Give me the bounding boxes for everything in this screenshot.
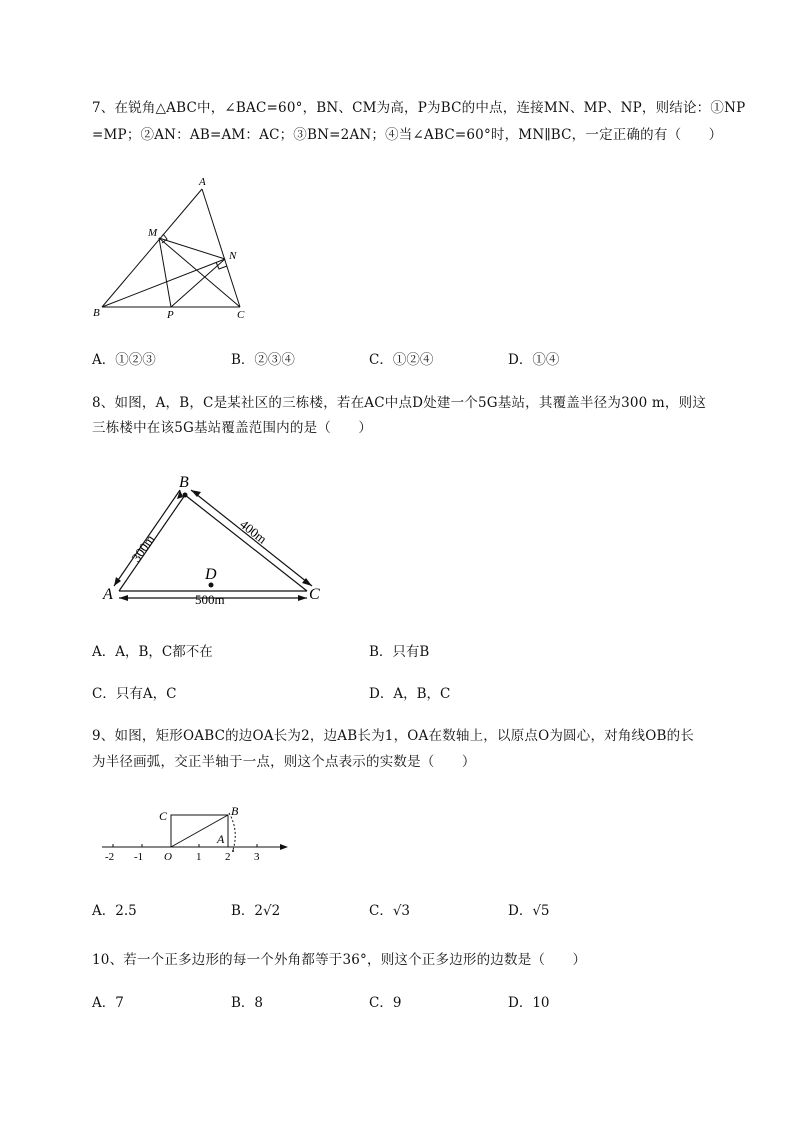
q8-stem-line1: 8、如图，A，B，C是某社区的三栋楼，若在AC中点D处建一个5G基站，其覆盖半径为300 m，则这 — [92, 395, 707, 411]
q7-triangle-figure — [90, 170, 260, 320]
q7-option-d[interactable]: D．①④ — [508, 352, 560, 368]
q8-label-400m: 400m — [237, 516, 270, 547]
q8-option-d[interactable]: D．A，B，C — [369, 686, 451, 702]
q7-stem-line1: 7、在锐角△ABC中，∠BAC=60°，BN、CM为高，P为BC的中点，连接MN、MP、NP，则结论：①NP — [92, 100, 746, 116]
q9-tick-neg2: -2 — [105, 851, 115, 863]
q9-stem-line2: 为半径画弧，交正半轴于一点，则这个点表示的实数是（ ） — [92, 754, 476, 770]
q10-option-a[interactable]: A．7 — [92, 995, 124, 1011]
q9-label-C: C — [159, 809, 168, 823]
q8-label-D: D — [205, 566, 217, 583]
q8-option-c[interactable]: C．只有A，C — [92, 686, 177, 702]
q8-label-300m: 300m — [128, 531, 158, 565]
q9-tick-origin: O — [164, 851, 172, 863]
q8-option-b[interactable]: B．只有B — [369, 644, 430, 660]
q10-stem-line1: 10、若一个正多边形的每一个外角都等于36°，则这个正多边形的边数是（ ） — [92, 952, 587, 968]
q8-stem-line2: 三栋楼中在该5G基站覆盖范围内的是（ ） — [92, 420, 373, 436]
q10-option-d[interactable]: D．10 — [508, 995, 550, 1011]
q8-option-a[interactable]: A．A，B，C都不在 — [92, 644, 213, 660]
q7-label-M: M — [148, 227, 158, 239]
q10-option-c[interactable]: C．9 — [369, 995, 402, 1011]
q7-label-A: A — [199, 176, 206, 188]
q9-option-c[interactable]: C．√3 — [369, 903, 411, 919]
q9-stem-line1: 9、如图，矩形OABC的边OA长为2，边AB长为1，OA在数轴上，以原点O为圆心，对角线OB的长 — [92, 728, 695, 744]
q9-number-line-figure — [98, 800, 293, 870]
q8-label-C: C — [309, 586, 320, 603]
q8-label-A: A — [103, 586, 113, 603]
q9-option-b[interactable]: B．2√2 — [231, 903, 281, 919]
q8-triangle-figure — [95, 465, 340, 620]
q9-tick-3: 3 — [254, 851, 260, 863]
q7-label-C: C — [237, 309, 245, 320]
q9-option-a[interactable]: A．2.5 — [92, 903, 137, 919]
q7-label-B: B — [93, 307, 100, 319]
q9-option-d[interactable]: D．√5 — [508, 903, 550, 919]
q9-tick-1: 1 — [196, 851, 202, 863]
q10-option-b[interactable]: B．8 — [231, 995, 264, 1011]
q7-label-N: N — [229, 250, 237, 262]
q9-tick-neg1: -1 — [134, 851, 144, 863]
q9-label-A: A — [217, 832, 225, 846]
q9-label-B: B — [231, 804, 239, 818]
q9-tick-2: 2 — [225, 851, 231, 863]
q8-label-B: B — [179, 474, 189, 491]
q7-stem-line2: =MP；②AN：AB=AM：AC；③BN=2AN；④当∠ABC=60°时，MN∥BC，一定正确的有（ ） — [92, 127, 723, 143]
q7-option-a[interactable]: A．①②③ — [92, 352, 156, 368]
q7-option-b[interactable]: B．②③④ — [231, 352, 295, 368]
q7-option-c[interactable]: C．①②④ — [369, 352, 434, 368]
q7-label-P: P — [167, 309, 174, 320]
q8-label-500m: 500m — [195, 592, 225, 607]
